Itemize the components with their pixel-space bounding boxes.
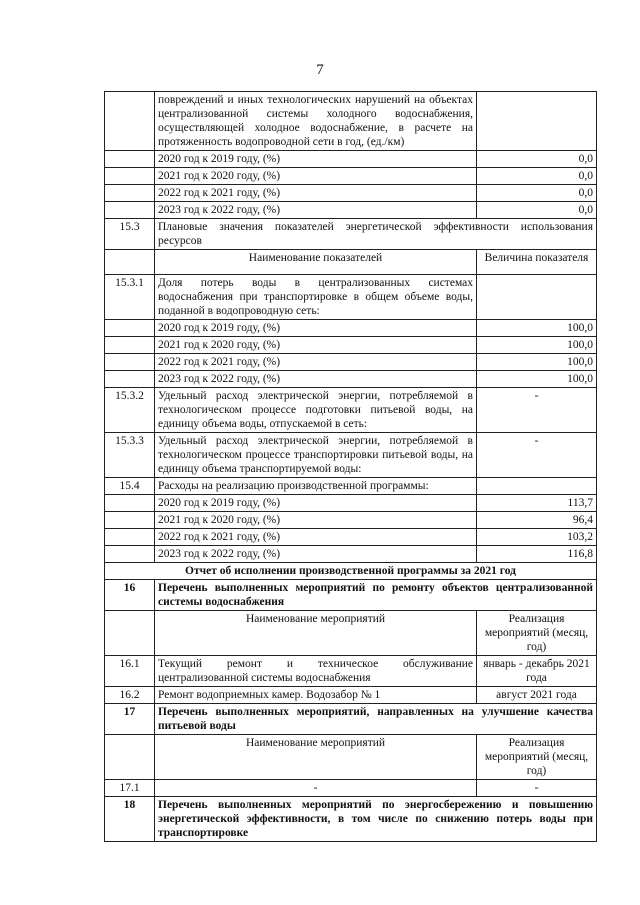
table-row [105,275,597,320]
year-label: 2021 год к 2020 году, (%) [155,168,477,185]
year-value: 0,0 [477,168,597,185]
table-row [105,433,597,478]
table-row [105,185,597,202]
table-header-row [105,735,597,780]
table-row [105,219,597,250]
year-label: 2020 год к 2019 году, (%) [155,151,477,168]
table-row [105,529,597,546]
year-value: 100,0 [477,337,597,354]
indicator-text: повреждений и иных технологических нарушений на объектах централизованной системы холодного водоснабжения, осуществляющей холодное водоснабжение, в расчете на протяженность водопроводной сети в год, (ед./км) [155,92,477,151]
year-value: 100,0 [477,371,597,388]
year-value: 0,0 [477,151,597,168]
row-number: 15.3 [105,219,155,250]
table-row [105,546,597,563]
row-number: 18 [105,797,155,842]
measure-value: - [477,780,597,797]
year-label: 2020 год к 2019 году, (%) [155,320,477,337]
table-row [105,151,597,168]
table-header-row [105,250,597,275]
year-label: 2023 год к 2022 году, (%) [155,546,477,563]
section-title: Перечень выполненных мероприятий по энергосбережению и повышению энергетической эффективности, в том числе по снижению потерь воды при транспортировке [155,797,597,842]
year-label: 2021 год к 2020 году, (%) [155,337,477,354]
section-title: Перечень выполненных мероприятий по ремонту объектов централизованной системы водоснабжения [155,580,597,611]
production-program-table [104,91,597,842]
table-row [105,354,597,371]
row-number: 15.4 [105,478,155,495]
year-value: 113,7 [477,495,597,512]
indicator-name-header: Наименование показателей [155,250,477,275]
year-value: 0,0 [477,185,597,202]
row-number-cell [105,92,155,151]
table-row [105,371,597,388]
row-number: 15.3.1 [105,275,155,320]
year-value: 100,0 [477,354,597,371]
table-row [105,337,597,354]
measure-value: январь - декабрь 2021 года [477,656,597,687]
row-number: 17 [105,704,155,735]
measure-text: Ремонт водоприемных камер. Водозабор № 1 [155,687,477,704]
table-row [105,478,597,495]
table-row [105,512,597,529]
year-label: 2022 год к 2021 году, (%) [155,529,477,546]
indicator-text: Удельный расход электрической энергии, потребляемой в технологическом процессе транспортировки питьевой воды, на единицу объема транспортируемой воды: [155,433,477,478]
year-label: 2022 год к 2021 году, (%) [155,354,477,371]
indicator-text: Расходы на реализацию производственной программы: [155,478,477,495]
year-label: 2023 год к 2022 году, (%) [155,371,477,388]
indicator-text: Доля потерь воды в централизованных системах водоснабжения при транспортировке в общем объеме воды, поданной в водопроводную сеть: [155,275,477,320]
indicator-text: Удельный расход электрической энергии, потребляемой в технологическом процессе подготовки питьевой воды, на единицу объема воды, отпускаемой в сеть: [155,388,477,433]
row-number: 16 [105,580,155,611]
table-row [105,92,597,151]
table-row [105,656,597,687]
table-row [105,580,597,611]
measure-value-header: Реализация мероприятий (месяц, год) [477,611,597,656]
row-number: 15.3.3 [105,433,155,478]
year-label: 2021 год к 2020 году, (%) [155,512,477,529]
year-value: 116,8 [477,546,597,563]
year-value: 0,0 [477,202,597,219]
table-row [105,780,597,797]
table-row [105,704,597,735]
table-row [105,687,597,704]
table-row [105,320,597,337]
table-row [105,388,597,433]
measure-name-header: Наименование мероприятий [155,611,477,656]
section-title: Плановые значения показателей энергетической эффективности использования ресурсов [155,219,597,250]
measure-text: - [155,780,477,797]
year-label: 2023 год к 2022 году, (%) [155,202,477,219]
row-number: 16.2 [105,687,155,704]
year-value: 100,0 [477,320,597,337]
row-number: 15.3.2 [105,388,155,433]
indicator-value-header: Величина показателя [477,250,597,275]
value-cell [477,92,597,151]
year-label: 2020 год к 2019 году, (%) [155,495,477,512]
table-row [105,168,597,185]
measure-text: Текущий ремонт и техническое обслуживание централизованной системы водоснабжения [155,656,477,687]
table-header-row [105,611,597,656]
table-row [105,797,597,842]
table-row [105,563,597,580]
row-number: 16.1 [105,656,155,687]
year-label: 2022 год к 2021 году, (%) [155,185,477,202]
section-title: Перечень выполненных мероприятий, направленных на улучшение качества питьевой воды [155,704,597,735]
measure-value: август 2021 года [477,687,597,704]
table-row [105,202,597,219]
indicator-value: - [477,388,597,433]
measure-name-header: Наименование мероприятий [155,735,477,780]
report-title: Отчет об исполнении производственной программы за 2021 год [105,563,597,580]
row-number: 17.1 [105,780,155,797]
year-value: 103,2 [477,529,597,546]
table-row [105,495,597,512]
year-value: 96,4 [477,512,597,529]
indicator-value: - [477,433,597,478]
page-number: 7 [316,62,324,78]
measure-value-header: Реализация мероприятий (месяц, год) [477,735,597,780]
